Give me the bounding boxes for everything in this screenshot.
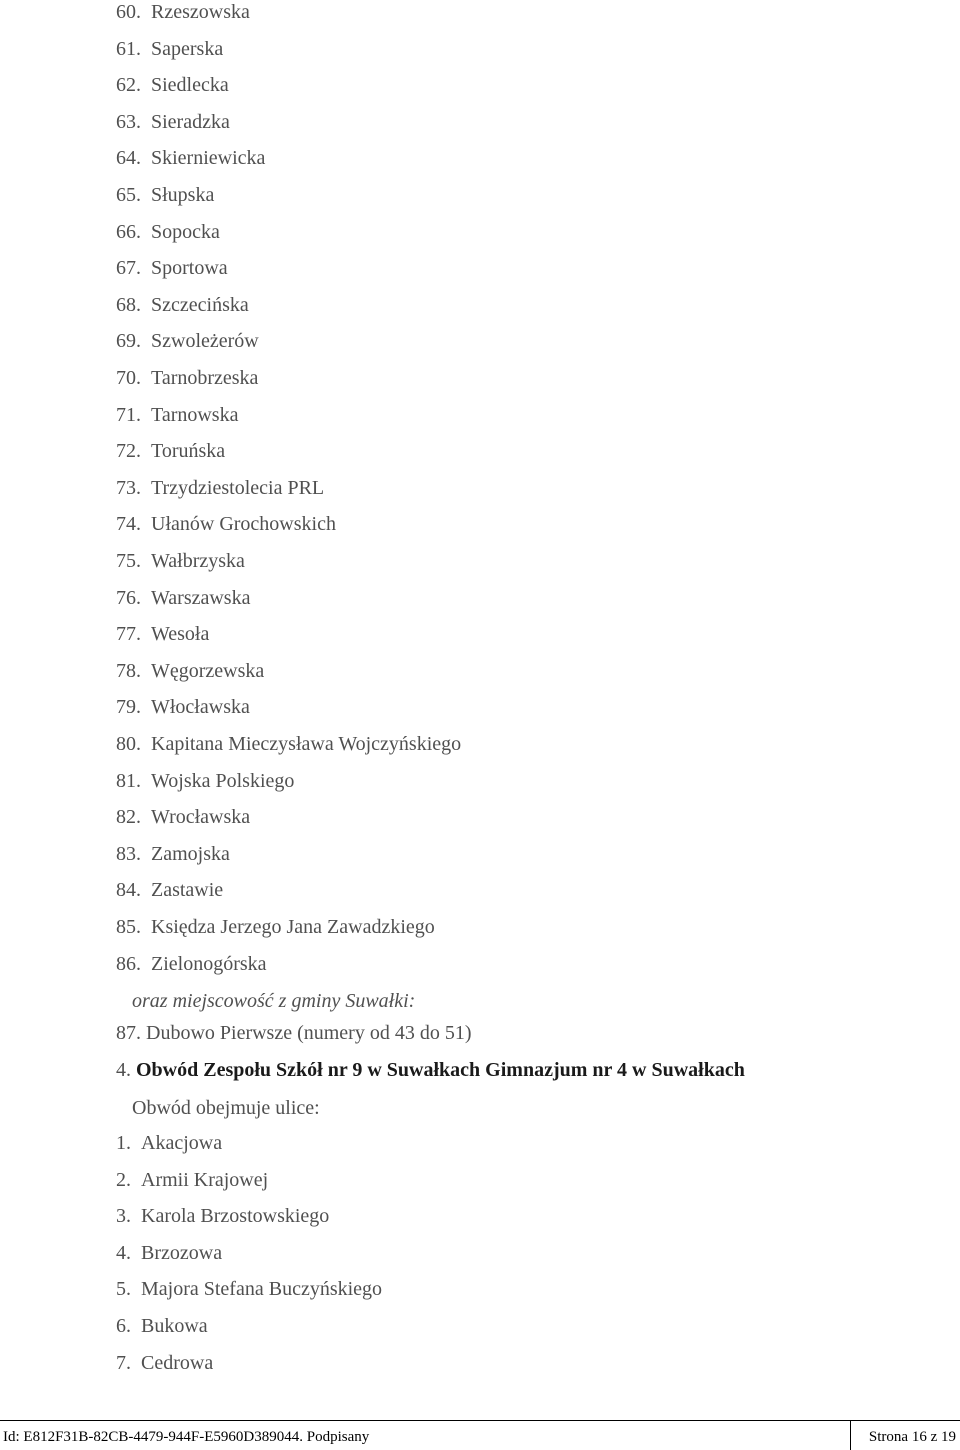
list-item-name: Księdza Jerzego Jana Zawadzkiego: [151, 916, 435, 938]
list-item-number: 5.: [116, 1278, 131, 1301]
list-item: [116, 403, 238, 427]
list-item-name: Dubowo Pierwsze (numery od 43 do 51): [146, 1022, 472, 1044]
list-item-name: Węgorzewska: [151, 659, 265, 682]
list-item: [116, 622, 209, 646]
list-item: [116, 915, 435, 939]
list-item-name: Siedlecka: [151, 74, 229, 97]
list-item: [116, 183, 214, 207]
list-item-name: Rzeszowska: [151, 1, 250, 23]
list-item-name: Tarnobrzeska: [151, 367, 259, 389]
district-number: 4.: [116, 1059, 131, 1081]
list-item: [116, 73, 229, 97]
page-footer: [0, 1420, 960, 1450]
footer-id-text: Id: E812F31B-82CB-4479-944F-E5960D389044. Podpisany: [3, 1429, 370, 1445]
list-item-number: 85.: [116, 916, 141, 938]
list-item-name: Saperska: [151, 37, 224, 60]
list-item-number: 75.: [116, 550, 141, 572]
list-item-number: 67.: [116, 257, 141, 280]
list-item-number: 3.: [116, 1205, 131, 1228]
list-item-number: 82.: [116, 806, 141, 829]
list-item-name: Cedrowa: [141, 1351, 214, 1374]
list-item: [116, 842, 230, 866]
list-item-number: 61.: [116, 37, 141, 60]
list-item-number: 69.: [116, 330, 141, 353]
list-item-name: Wojska Polskiego: [151, 769, 295, 792]
list-item-name: Włocławska: [151, 696, 250, 719]
list-item-number: 70.: [116, 367, 141, 389]
list-item-name: Brzozowa: [141, 1241, 223, 1264]
list-item-name: Szczecińska: [151, 293, 249, 316]
list-item-number: 74.: [116, 513, 141, 536]
list-item-number: 76.: [116, 586, 141, 609]
list-item-name: Skierniewicka: [151, 147, 266, 170]
list-item: [116, 769, 294, 793]
list-item: [116, 0, 250, 24]
list-item: [116, 329, 259, 353]
list-item-name: Akacjowa: [141, 1132, 223, 1154]
district-intro: Obwód obejmuje ulice:: [132, 1097, 320, 1119]
list-item-name: Bukowa: [141, 1315, 208, 1337]
list-item-number: 81.: [116, 769, 141, 792]
list-item-number: 65.: [116, 184, 141, 206]
list-item-name: Zielonogórska: [151, 952, 267, 975]
list-item-name: Zastawie: [151, 879, 224, 902]
list-item-name: Zamojska: [151, 842, 230, 865]
list-item-number: 1.: [116, 1132, 131, 1154]
list-item-name: Armii Krajowej: [141, 1168, 269, 1191]
list-item-number: 71.: [116, 403, 141, 426]
list-item-name: Wałbrzyska: [151, 550, 245, 572]
list-item: [116, 1168, 268, 1192]
list-item: [116, 1277, 382, 1301]
list-item: [116, 1204, 329, 1228]
list-item-name: Wrocławska: [151, 806, 251, 829]
list-item: [116, 1241, 222, 1265]
list-item-number: 2.: [116, 1168, 131, 1191]
list-item-name: Sportowa: [151, 257, 228, 280]
list-item-number: 62.: [116, 74, 141, 97]
district-title: Obwód Zespołu Szkół nr 9 w Suwałkach Gimnazjum nr 4 w Suwałkach: [136, 1059, 745, 1081]
list-item-number: 68.: [116, 293, 141, 316]
list-item: [116, 110, 230, 134]
list-item: [116, 586, 250, 610]
list-item-name: Sieradzka: [151, 110, 230, 133]
list-item: [116, 1314, 208, 1338]
list-item-number: 79.: [116, 696, 141, 719]
list-item: [116, 659, 264, 683]
list-item-name: Słupska: [151, 184, 215, 206]
list-item-number: 73.: [116, 476, 141, 499]
list-item-number: 66.: [116, 220, 141, 243]
list-item-number: 64.: [116, 147, 141, 170]
list-item: [116, 366, 258, 390]
list-item-number: 80.: [116, 733, 141, 755]
list-item-name: Trzydziestolecia PRL: [151, 476, 325, 499]
list-item-name: Kapitana Mieczysława Wojczyńskiego: [151, 733, 462, 755]
list-item-number: 6.: [116, 1315, 131, 1337]
list-item: [116, 952, 267, 976]
list-item-number: 4.: [116, 1241, 131, 1264]
list-item-number: 60.: [116, 1, 141, 23]
list-item-number: 84.: [116, 879, 141, 902]
list-item: [116, 293, 249, 317]
list-item-number: 78.: [116, 659, 141, 682]
list-item-name: Sopocka: [151, 220, 220, 243]
list-item: [116, 1131, 222, 1155]
footer-divider: [850, 1421, 851, 1450]
list-item: [116, 476, 324, 500]
list-item-number: 86.: [116, 952, 141, 975]
list-item: [116, 549, 245, 573]
list-item-name: Wesoła: [151, 623, 210, 646]
list-item-number: 72.: [116, 440, 141, 463]
list-item-name: Szwoleżerów: [151, 330, 259, 353]
list-item: [116, 695, 250, 719]
list-item: [116, 732, 461, 756]
list-item: [116, 220, 220, 244]
footer-page-number: Strona 16 z 19: [868, 1429, 956, 1445]
gmina-heading: oraz miejscowość z gminy Suwałki:: [132, 990, 416, 1012]
list-item: [116, 256, 228, 280]
list-item-name: Tarnowska: [151, 403, 239, 426]
list-item: [116, 1021, 472, 1045]
list-item: [116, 146, 265, 170]
list-item-name: Toruńska: [151, 440, 226, 463]
district-heading: [116, 1058, 745, 1082]
list-item-name: Warszawska: [151, 586, 251, 609]
list-item-number: 83.: [116, 842, 141, 865]
list-item-number: 77.: [116, 623, 141, 646]
list-item: [116, 878, 223, 902]
list-item: [116, 439, 225, 463]
list-item-name: Ułanów Grochowskich: [151, 513, 336, 536]
list-item: [116, 1351, 213, 1375]
list-item: [116, 805, 250, 829]
list-item: [116, 512, 336, 536]
list-item-number: 87.: [116, 1022, 141, 1044]
list-item-name: Karola Brzostowskiego: [141, 1205, 330, 1228]
list-item: [116, 37, 223, 61]
list-item-number: 7.: [116, 1351, 131, 1374]
list-item-name: Majora Stefana Buczyńskiego: [141, 1278, 383, 1301]
list-item-number: 63.: [116, 110, 141, 133]
